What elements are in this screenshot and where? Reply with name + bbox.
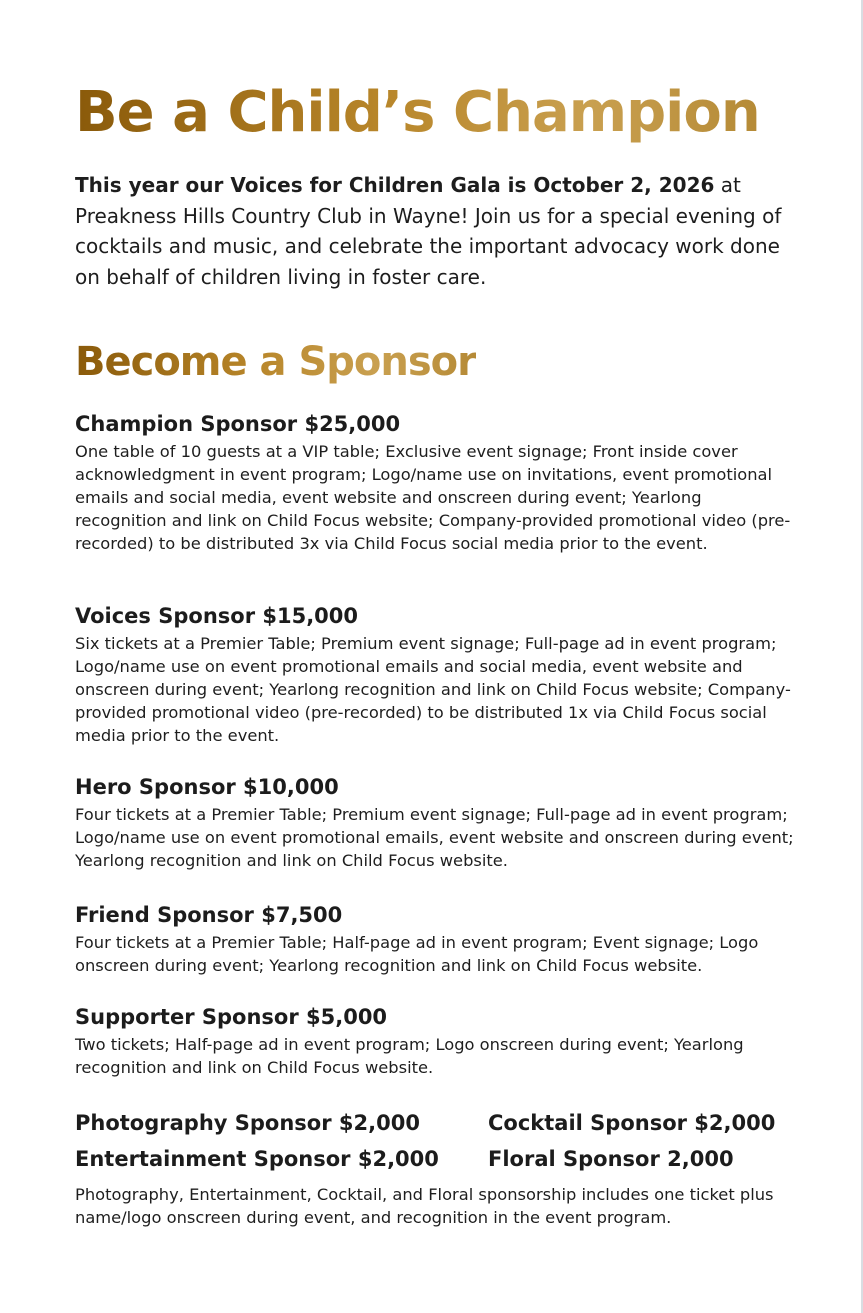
tier-voices bbox=[75, 602, 795, 747]
tier-description: Two tickets; Half-page ad in event program; Logo onscreen during event; Yearlong recognition and link on Child Focus website. bbox=[75, 1035, 744, 1077]
tier-friend bbox=[75, 901, 795, 977]
page-title: Be a Child’s Champion bbox=[75, 78, 760, 148]
minor-sponsor-cocktail: Cocktail Sponsor $2,000 bbox=[488, 1111, 776, 1135]
minor-sponsor-photography: Photography Sponsor $2,000 bbox=[75, 1111, 420, 1135]
minor-sponsor-note: Photography, Entertainment, Cocktail, and Floral sponsorship includes one ticket plus name/logo onscreen during event, and recognition in the event program. bbox=[75, 1185, 774, 1227]
tier-supporter bbox=[75, 1003, 795, 1079]
tier-title: Champion Sponsor $25,000 bbox=[75, 412, 401, 436]
tier-description: Four tickets at a Premier Table; Premium event signage; Full-page ad in event program; Logo/name use on event promotional emails, event website and onscreen during event; Yearlong recognition and link on Child Focus website. bbox=[75, 805, 794, 870]
minor-sponsor-grid bbox=[75, 1108, 795, 1180]
tier-champion bbox=[75, 410, 795, 555]
tier-title: Hero Sponsor $10,000 bbox=[75, 775, 339, 799]
intro-date-highlight: This year our Voices for Children Gala is October 2, 2026 bbox=[75, 173, 715, 197]
minor-sponsor-entertainment: Entertainment Sponsor $2,000 bbox=[75, 1147, 439, 1171]
tier-description: Six tickets at a Premier Table; Premium event signage; Full-page ad in event program; Logo/name use on event promotional emails and social media, event website and onscreen during event; Yearlong recognition and link on Child Focus website; Company-provided promotional video (pre-recorded) to be distributed 1x via Child Focus social media prior to the event. bbox=[75, 634, 791, 745]
tier-title: Supporter Sponsor $5,000 bbox=[75, 1005, 388, 1029]
intro-paragraph bbox=[75, 170, 805, 292]
tier-description: One table of 10 guests at a VIP table; Exclusive event signage; Front inside cover acknowledgment in event program; Logo/name use on invitations, event promotional emails and social media, event website and onscreen during event; Yearlong recognition and link on Child Focus website; Company-provided promotional video (pre-recorded) to be distributed 3x via Child Focus social media prior to the event. bbox=[75, 442, 791, 553]
intro-body-text: at Preakness Hills Country Club in Wayne! Join us for a special evening of cocktails and music, and celebrate the important advocacy work done on behalf of children living in foster care. bbox=[75, 173, 782, 289]
sponsor-section-title: Become a Sponsor bbox=[75, 334, 476, 390]
tier-description: Four tickets at a Premier Table; Half-page ad in event program; Event signage; Logo onscreen during event; Yearlong recognition and link on Child Focus website. bbox=[75, 933, 759, 975]
tier-hero bbox=[75, 773, 795, 872]
minor-sponsor-floral: Floral Sponsor 2,000 bbox=[488, 1147, 734, 1171]
tier-title: Voices Sponsor $15,000 bbox=[75, 604, 359, 628]
tier-title: Friend Sponsor $7,500 bbox=[75, 903, 343, 927]
